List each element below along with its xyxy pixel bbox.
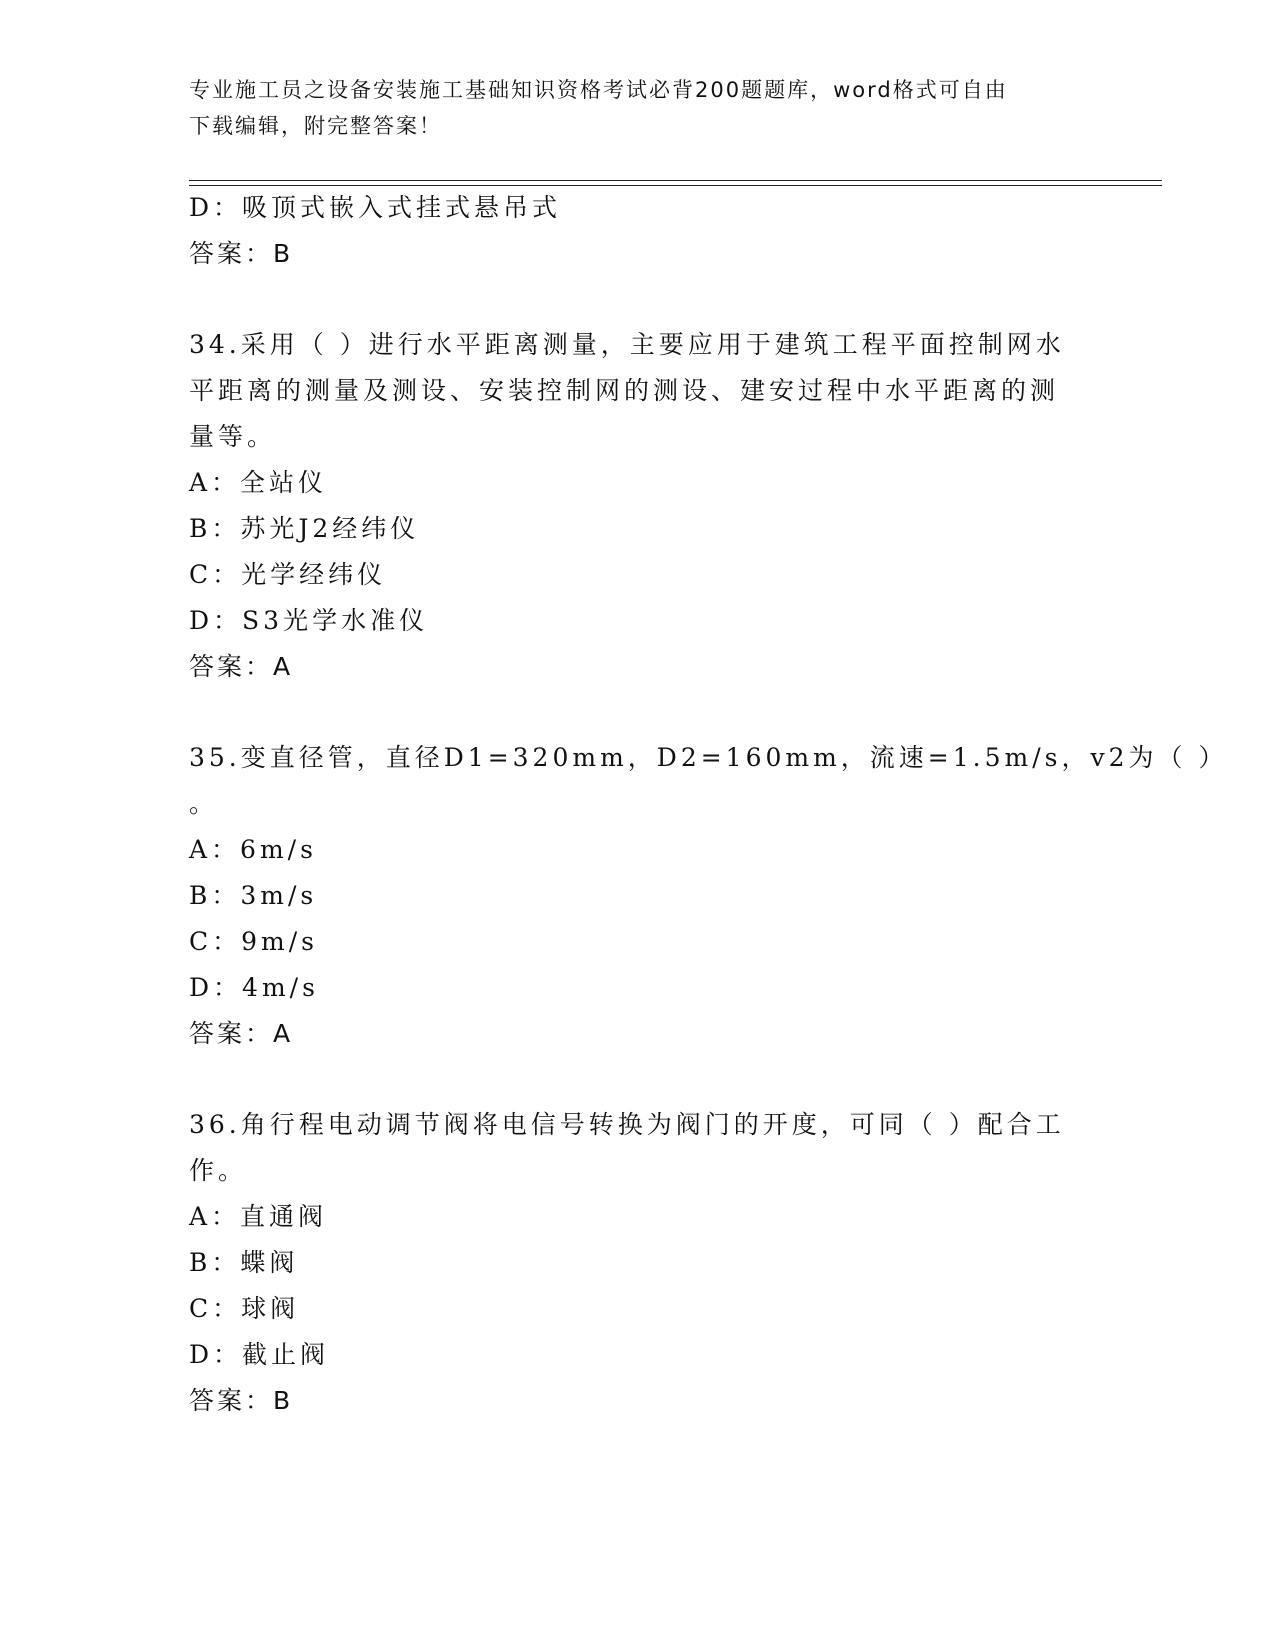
- question-35-line-1: 35.变直径管，直径D1=320mm，D2=160mm，流速=1.5m/s，v2为（ ）: [189, 743, 1228, 772]
- question-34-option-c: C：光学经纬仪: [189, 560, 387, 589]
- question-36-option-c: C：球阀: [189, 1294, 300, 1323]
- header-divider-top: [189, 180, 1162, 181]
- question-35-option-b: B：3m/s: [189, 881, 318, 910]
- question-36-option-d: D：截止阀: [189, 1340, 330, 1369]
- question-34-option-d: D：S3光学水准仪: [189, 606, 429, 635]
- header-divider-bottom: [189, 185, 1162, 186]
- question-34-option-b: B：苏光J2经纬仪: [189, 514, 420, 543]
- question-34-answer: 答案：A: [189, 652, 294, 681]
- question-36-line-2: 作。: [189, 1156, 248, 1185]
- question-35-option-c: C：9m/s: [189, 927, 318, 956]
- question-35-option-d: D：4m/s: [189, 973, 319, 1002]
- question-35-answer: 答案：A: [189, 1019, 294, 1048]
- header-title-line-2: 下载编辑，附完整答案！: [189, 114, 442, 138]
- header-title-line-1: 专业施工员之设备安装施工基础知识资格考试必背200题题库，word格式可自由: [189, 78, 1008, 102]
- question-36-line-1: 36.角行程电动调节阀将电信号转换为阀门的开度，可同（ ）配合工: [189, 1110, 1065, 1139]
- question-34-line-1: 34.采用（ ）进行水平距离测量，主要应用于建筑工程平面控制网水: [189, 330, 1065, 359]
- question-34-line-3: 量等。: [189, 422, 277, 451]
- question-35-line-2: 。: [189, 789, 219, 818]
- question-34-option-a: A：全站仪: [189, 468, 328, 497]
- question-36-option-a: A：直通阀: [189, 1202, 328, 1231]
- question-36-option-b: B：蝶阀: [189, 1248, 299, 1277]
- document-header: [189, 72, 1069, 144]
- prev-answer: 答案：B: [189, 239, 294, 268]
- question-35-option-a: A：6m/s: [189, 835, 317, 864]
- prev-option-d: D：吸顶式嵌入式挂式悬吊式: [189, 193, 562, 222]
- question-34-line-2: 平距离的测量及测设、安装控制网的测设、建安过程中水平距离的测: [189, 376, 1060, 405]
- question-36-answer: 答案：B: [189, 1386, 294, 1415]
